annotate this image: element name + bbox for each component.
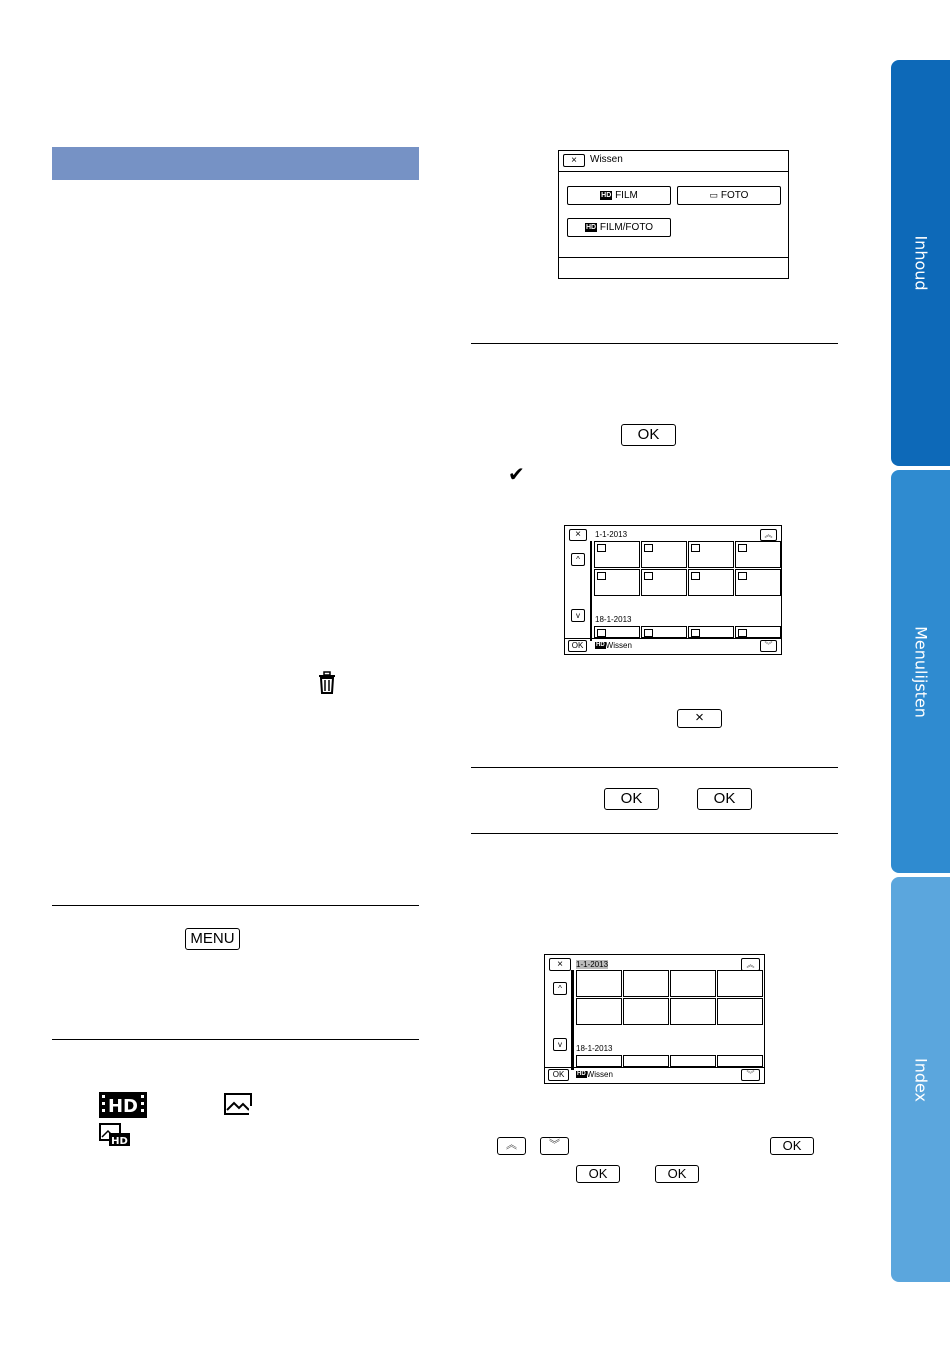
date-label: 18-1-2013 [595, 615, 632, 624]
hd-movie-icon [99, 1092, 147, 1118]
ok-button[interactable]: OK [576, 1165, 620, 1183]
film-foto-label: FILM/FOTO [599, 222, 654, 233]
tab-menulijsten[interactable] [891, 470, 950, 873]
footer-text: Wissen [586, 1070, 613, 1079]
divider [565, 638, 781, 639]
divider [52, 1039, 419, 1040]
page-down-button[interactable]: ︾ [741, 1069, 760, 1081]
ok-button[interactable]: OK [604, 788, 659, 810]
menu-button[interactable]: MENU [185, 928, 240, 950]
delete-menu-screen [558, 150, 789, 279]
close-button[interactable]: × [569, 529, 587, 541]
hd-icon: HD [577, 1071, 586, 1078]
thumbnail[interactable] [641, 569, 687, 596]
checkbox[interactable] [691, 544, 700, 552]
page-down-button[interactable]: ︾ [760, 640, 777, 652]
trash-icon [317, 671, 337, 695]
ok-button[interactable]: OK [697, 788, 752, 810]
page-up-button[interactable]: ︽ [741, 958, 760, 971]
checkmark-icon: ✔ [508, 462, 525, 486]
movie-photo-icon [99, 1123, 131, 1147]
scroll-up-button[interactable]: ^ [571, 553, 585, 566]
thumbnail[interactable] [670, 970, 716, 997]
thumbnail[interactable] [717, 998, 763, 1025]
footer-label [576, 1070, 613, 1079]
thumbnail[interactable] [641, 541, 687, 568]
divider [52, 905, 419, 906]
footer-label [595, 641, 632, 650]
ok-button[interactable]: OK [655, 1165, 699, 1183]
checkbox[interactable] [597, 544, 606, 552]
scrollbar[interactable] [590, 541, 592, 641]
date-label[interactable]: 1-1-2013 [576, 960, 609, 969]
hd-icon: HD [601, 191, 612, 199]
scroll-down-button[interactable]: v [571, 609, 585, 622]
film-foto-button[interactable] [567, 218, 671, 237]
checkbox[interactable] [738, 629, 747, 637]
divider [559, 171, 788, 172]
divider [471, 343, 838, 344]
thumbnail[interactable] [641, 626, 687, 638]
thumbnail[interactable] [688, 569, 734, 596]
checkbox[interactable] [691, 572, 700, 580]
ok-button[interactable]: OK [548, 1069, 569, 1081]
checkbox[interactable] [738, 572, 747, 580]
scrollbar[interactable] [571, 970, 574, 1070]
tab-label: Menulijsten [911, 625, 930, 718]
thumbnail[interactable] [688, 541, 734, 568]
thumbnail[interactable] [670, 1055, 716, 1067]
ok-button[interactable]: OK [621, 424, 676, 446]
checkbox[interactable] [691, 629, 700, 637]
thumbnail[interactable] [623, 998, 669, 1025]
thumbnail[interactable] [717, 1055, 763, 1067]
film-label: FILM [615, 190, 638, 201]
date-select-screen [544, 954, 765, 1084]
close-button[interactable]: × [563, 154, 585, 167]
checkbox[interactable] [597, 572, 606, 580]
tab-label: Index [911, 1057, 930, 1102]
svg-text:HD: HD [111, 1136, 128, 1147]
scroll-down-button[interactable]: v [553, 1038, 567, 1051]
thumbnail[interactable] [623, 970, 669, 997]
thumbnail[interactable] [717, 970, 763, 997]
scroll-up-button[interactable]: ^ [553, 982, 567, 995]
page-up-icon: ︽ [497, 1137, 526, 1155]
page-down-icon: ︾ [540, 1137, 569, 1155]
thumbnail[interactable] [594, 569, 640, 596]
foto-label: FOTO [720, 190, 749, 201]
ok-button[interactable]: OK [568, 640, 587, 652]
checkbox[interactable] [644, 544, 653, 552]
divider [471, 833, 838, 834]
hd-icon: HD [596, 642, 605, 649]
thumbnail[interactable] [623, 1055, 669, 1067]
thumbnail[interactable] [594, 626, 640, 638]
close-button[interactable]: × [677, 709, 722, 728]
ok-button[interactable]: OK [770, 1137, 814, 1155]
date-label: 1-1-2013 [595, 530, 628, 539]
thumbnail[interactable] [594, 541, 640, 568]
thumbnail[interactable] [576, 998, 622, 1025]
thumbnail[interactable] [735, 626, 781, 638]
thumbnail[interactable] [735, 569, 781, 596]
divider [471, 767, 838, 768]
movie-photo-icon: HD [585, 223, 597, 231]
divider [559, 257, 788, 258]
page-up-button[interactable]: ︽ [760, 529, 777, 541]
checkbox[interactable] [644, 572, 653, 580]
checkbox[interactable] [738, 544, 747, 552]
tab-label: Inhoud [911, 235, 930, 291]
section-header-bar [52, 147, 419, 180]
screen-title: Wissen [590, 154, 623, 165]
thumbnail[interactable] [576, 1055, 622, 1067]
thumbnail[interactable] [576, 970, 622, 997]
thumbnail[interactable] [688, 626, 734, 638]
date-label: 18-1-2013 [576, 1044, 613, 1053]
film-button[interactable] [567, 186, 671, 205]
photo-icon [223, 1092, 255, 1118]
close-button[interactable]: × [549, 958, 571, 971]
tab-index[interactable] [891, 877, 950, 1282]
checkbox[interactable] [597, 629, 606, 637]
foto-button[interactable] [677, 186, 781, 205]
photo-icon: ▭ [709, 190, 719, 200]
divider [545, 1067, 764, 1068]
thumbnail[interactable] [670, 998, 716, 1025]
footer-text: Wissen [605, 641, 632, 650]
select-screen [564, 525, 782, 655]
checkbox[interactable] [644, 629, 653, 637]
svg-text:HD: HD [107, 1096, 139, 1117]
thumbnail[interactable] [735, 541, 781, 568]
tab-inhoud[interactable] [891, 60, 950, 466]
